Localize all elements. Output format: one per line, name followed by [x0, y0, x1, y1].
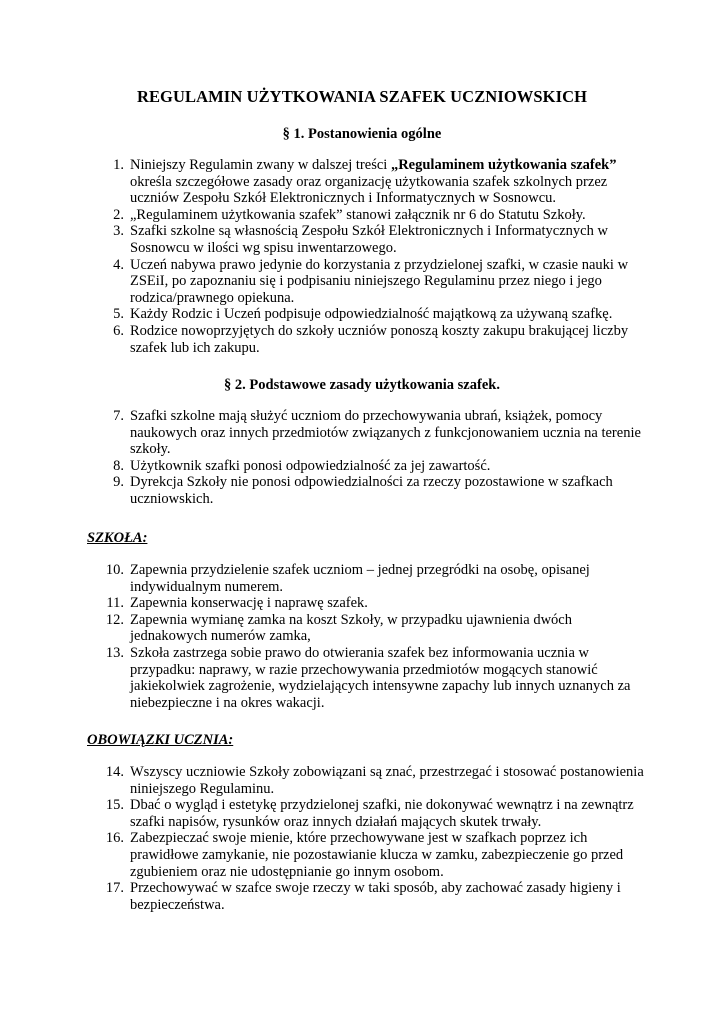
list-item [0, 257, 650, 307]
item-number: 4. [113, 256, 124, 273]
list-item [0, 157, 650, 207]
obowiazki-heading: OBOWIĄZKI UCZNIA: [87, 732, 234, 748]
item-number: 9. [113, 474, 124, 491]
list-item [0, 797, 650, 830]
item-number: 10. [105, 562, 124, 578]
document-title: REGULAMIN UŻYTKOWANIA SZAFEK UCZNIOWSKICH [136, 87, 588, 106]
list-item [0, 458, 650, 475]
szkola-heading: SZKOŁA: [87, 530, 148, 546]
list-item [0, 474, 650, 507]
item-text: Zapewnia wymianę zamka na koszt Szkoły, w przypadku ujawnienia dwóch jednakowych numerów zamka, [130, 611, 572, 645]
item-text: Zapewnia konserwację i naprawę szafek. [130, 595, 368, 612]
item-number: 17. [105, 880, 124, 897]
list-item [0, 645, 650, 711]
section-2-list [0, 408, 650, 508]
list-item [0, 207, 650, 224]
item-text: Uczeń nabywa prawo jedynie do korzystania z przydzielonej szafki, w czasie nauki w ZSEiI, po zapoznaniu się i podpisaniu niniejszego Regulaminu przez niego i jego rodzica/prawnego opiekuna. [130, 256, 629, 306]
list-item [0, 323, 650, 356]
item-text: Każdy Rodzic i Uczeń podpisuje odpowiedzialność majątkową za używaną szafkę. [130, 306, 613, 323]
item-text: Przechowywać w szafce swoje rzeczy w taki sposób, aby zachować zasady higieny i bezpieczeństwa. [130, 880, 621, 913]
item-number: 3. [113, 223, 124, 240]
item-number: 6. [113, 322, 124, 339]
list-item [0, 223, 650, 256]
list-item [0, 306, 650, 323]
list-item [0, 764, 650, 797]
obowiazki-list [0, 764, 650, 913]
section-1-heading: § 1. Postanowienia ogólne [282, 126, 442, 142]
szkola-list [0, 562, 650, 711]
item-text: Użytkownik szafki ponosi odpowiedzialność za jej zawartość. [130, 457, 491, 474]
item-text: Dbać o wygląd i estetykę przydzielonej szafki, nie dokonywać wewnątrz i na zewnątrz szafki napisów, rysunków oraz innych działań mających skutek trwały. [130, 797, 634, 830]
list-item [0, 595, 650, 612]
list-item [0, 612, 650, 645]
item-text: Szafki szkolne mają służyć uczniom do przechowywania ubrań, książek, pomocy naukowych oraz innych przedmiotów związanych z funkcjonowaniem ucznia na terenie szkoły. [130, 408, 641, 458]
item-text: Zapewnia przydzielenie szafek uczniom – jednej przegródki na osobę, opisanej indywidualnym numerem. [130, 562, 590, 595]
item-number: 12. [105, 611, 124, 628]
item-text: Szafki szkolne są własnością Zespołu Szkół Elektronicznych i Informatycznych w Sosnowcu w ilości wg spisu inwentarzowego. [130, 223, 608, 256]
section-1-list [0, 157, 650, 356]
item-text: „Regulaminem użytkowania szafek” stanowi załącznik nr 6 do Statutu Szkoły. [130, 206, 586, 223]
section-2-heading: § 2. Podstawowe zasady użytkowania szafek. [224, 377, 500, 393]
list-item [0, 562, 650, 595]
item-number: 14. [105, 764, 124, 780]
list-item [0, 830, 650, 880]
item-text: Szkoła zastrzega sobie prawo do otwierania szafek bez informowania ucznia w przypadku: naprawy, w razie przechowywania przedmiotów mogących stanowić jakiekolwiek zagrożenie, wydzielających intensywne zapachy lub innych uznanych za niebezpieczne i na okres wakacji. [130, 644, 631, 711]
item-number: 5. [113, 306, 124, 323]
item-text-bold: „Regulaminem użytkowania szafek” [390, 157, 617, 173]
item-text: Rodzice nowoprzyjętych do szkoły uczniów ponoszą koszty zakupu brakującej liczby szafek lub ich zakupu. [130, 322, 629, 356]
list-item [0, 408, 650, 458]
item-number: 16. [105, 830, 124, 847]
list-item [0, 880, 650, 913]
item-text: Dyrekcja Szkoły nie ponosi odpowiedzialności za rzeczy pozostawione w szafkach uczniowskich. [130, 474, 613, 507]
item-number: 11. [106, 595, 124, 612]
item-number: 15. [105, 797, 124, 814]
item-text: określa szczegółowe zasady oraz organizację użytkowania szafek szkolnych przez uczniów Zespołu Szkół Elektronicznych i Informatycznych w Sosnowcu. [130, 173, 608, 207]
item-text: Zabezpieczać swoje mienie, które przechowywane jest w szafkach poprzez ich prawidłowe zamykanie, nie pozostawianie klucza w zamku, zabezpieczenie go przed zgubieniem oraz nie udostępnianie go innym osobom. [130, 830, 624, 880]
item-number: 2. [113, 206, 124, 223]
item-number: 1. [113, 157, 124, 173]
item-number: 13. [105, 644, 124, 661]
item-text: Niniejszy Regulamin zwany w dalszej treści [130, 157, 391, 173]
item-number: 8. [113, 457, 124, 474]
item-text: Wszyscy uczniowie Szkoły zobowiązani są znać, przestrzegać i stosować postanowienia niniejszego Regulaminu. [130, 764, 644, 797]
item-number: 7. [113, 408, 124, 424]
